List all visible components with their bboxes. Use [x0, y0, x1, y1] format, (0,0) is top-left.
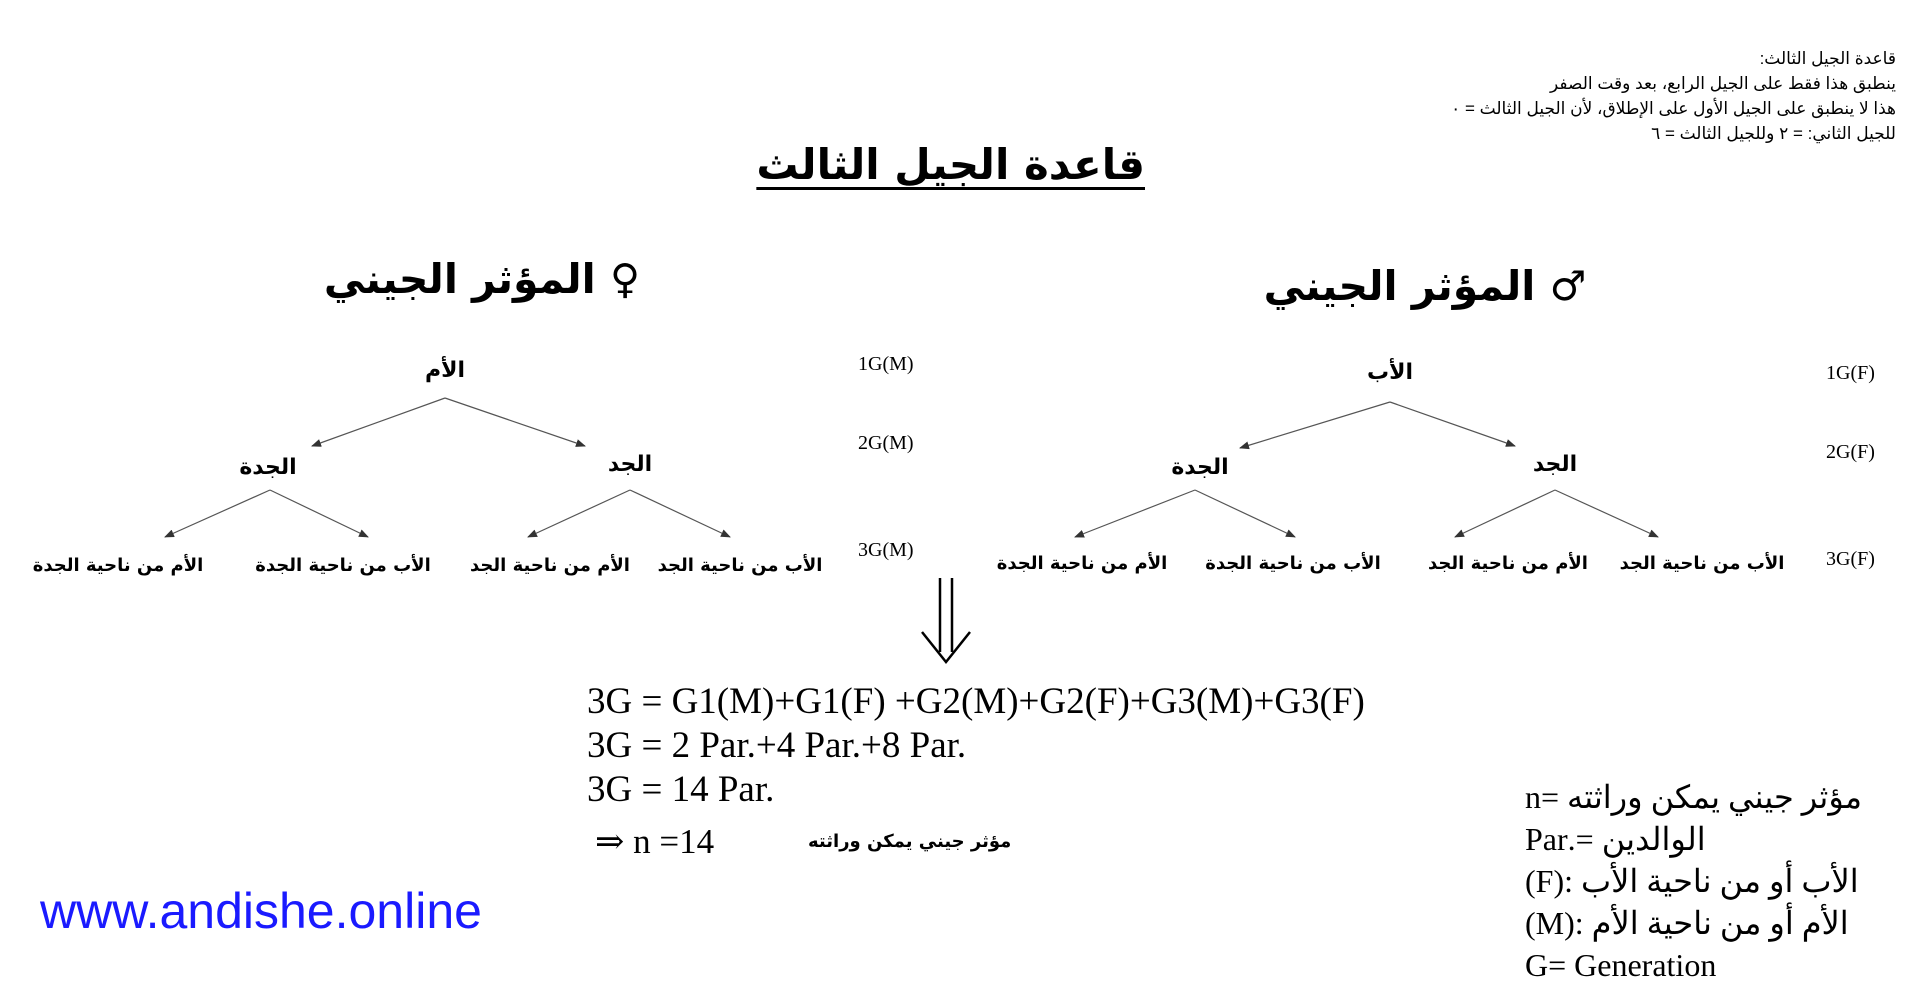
female-gen-label-2: 2G(M)	[858, 432, 914, 454]
male-leaf-mother-of-grandmother: الأم من ناحية الجدة	[996, 553, 1168, 574]
female-grandfather-node: الجد	[607, 452, 653, 477]
edge-male-root-left	[1240, 402, 1390, 448]
rule-note-line: ينطبق هذا فقط على الجيل الرابع، بعد وقت الصفر	[1550, 74, 1896, 93]
female-gen-label-3: 3G(M)	[858, 539, 914, 561]
male-grandfather-node: الجد	[1532, 452, 1578, 477]
edge-female-grandfather-left	[528, 490, 630, 537]
male-leaf-mother-of-grandfather: الأم من ناحية الجد	[1428, 553, 1588, 574]
rule-note-line: هذا لا ينطبق على الجيل الأول على الإطلاق، لأن الجيل الثالث = ٠	[1451, 99, 1896, 118]
edge-female-grandmother-right	[270, 490, 368, 537]
implies-down-arrow	[922, 578, 970, 662]
edge-male-root-right	[1390, 402, 1515, 446]
formula-line: 3G = G1(M)+G1(F) +G2(M)+G2(F)+G3(M)+G3(F)	[587, 681, 1365, 722]
edge-male-grandfather-left	[1455, 490, 1555, 537]
edge-female-grandmother-left	[165, 490, 270, 537]
edge-male-grandfather-right	[1555, 490, 1658, 537]
female-leaf-father-of-grandmother: الأب من ناحية الجدة	[255, 555, 431, 576]
page-title: قاعدة الجيل الثالث	[756, 140, 1145, 189]
legend-line: الأم أو من ناحية الأم :(M)	[1525, 905, 1849, 941]
male-tree-title: ♂ المؤثر الجيني	[1263, 262, 1587, 310]
male-grandmother-node: الجدة	[1171, 455, 1229, 480]
legend-line: الوالدين =.Par	[1525, 821, 1706, 857]
edge-female-root-left	[312, 398, 445, 446]
male-gen-label-2: 2G(F)	[1826, 441, 1875, 463]
edge-male-grandmother-left	[1075, 490, 1195, 537]
edge-female-root-right	[445, 398, 585, 446]
female-leaf-mother-of-grandfather: الأم من ناحية الجد	[470, 555, 630, 576]
female-leaf-mother-of-grandmother: الأم من ناحية الجدة	[32, 555, 204, 576]
formula-block	[587, 680, 1365, 812]
rule-notes	[1451, 46, 1896, 146]
female-gen-label-1: 1G(M)	[858, 353, 914, 375]
female-leaf-father-of-grandfather: الأب من ناحية الجد	[657, 555, 823, 576]
legend-line: G= Generation	[1525, 947, 1717, 983]
formula-line: 3G = 2 Par.+4 Par.+8 Par.	[587, 725, 967, 766]
edge-male-grandmother-right	[1195, 490, 1295, 537]
rule-note-line: قاعدة الجيل الثالث:	[1759, 49, 1896, 68]
legend-line: الأب أو من ناحية الأب :(F)	[1525, 863, 1859, 899]
female-tree-title: ♀ المؤثر الجيني	[323, 255, 640, 303]
rule-note-line: للجيل الثاني: = ٢ وللجيل الثالث = ٦	[1651, 124, 1896, 143]
site-url-link[interactable]: www.andishe.online	[40, 883, 482, 939]
male-leaf-father-of-grandmother: الأب من ناحية الجدة	[1205, 553, 1381, 574]
female-grandmother-node: الجدة	[239, 455, 297, 480]
female-root-node: الأم	[424, 358, 466, 383]
legend	[1525, 776, 1862, 986]
formula-line: 3G = 14 Par.	[587, 769, 775, 810]
formula-result-note: مؤثر جيني يمكن وراثته	[808, 831, 1012, 852]
formula-result: ⇒ n =14	[595, 822, 715, 861]
male-gen-label-3: 3G(F)	[1826, 548, 1875, 570]
legend-line: مؤثر جيني يمكن وراثته =n	[1525, 779, 1862, 815]
edge-female-grandfather-right	[630, 490, 730, 537]
male-root-node: الأب	[1366, 360, 1414, 385]
male-gen-label-1: 1G(F)	[1826, 362, 1875, 384]
male-leaf-father-of-grandfather: الأب من ناحية الجد	[1619, 553, 1785, 574]
